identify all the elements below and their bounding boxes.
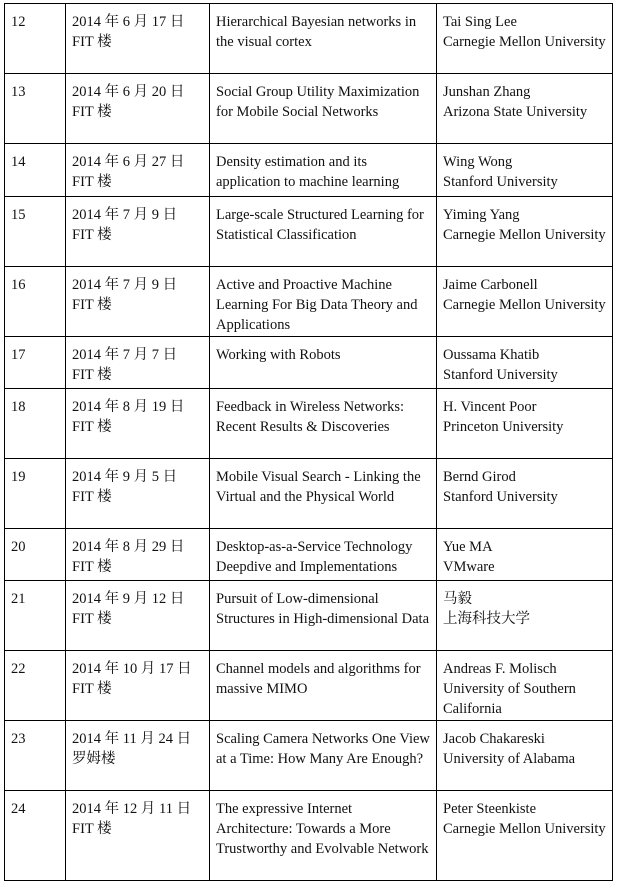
title-cell <box>210 267 437 337</box>
lecture-title: Large-scale Structured Learning for Statistical Classification <box>216 207 424 243</box>
date-venue-cell <box>66 389 210 459</box>
table-row <box>5 4 613 74</box>
table-row <box>5 197 613 267</box>
date-venue-cell <box>66 791 210 881</box>
lecture-table <box>4 3 613 881</box>
speaker-affiliation: Princeton University <box>443 419 564 435</box>
venue-text: FIT 楼 <box>72 174 112 190</box>
speaker-cell <box>437 4 613 74</box>
speaker-affiliation: VMware <box>443 559 495 575</box>
speaker-cell <box>437 581 613 651</box>
row-number-cell <box>5 337 66 389</box>
table-row <box>5 529 613 581</box>
table-row <box>5 267 613 337</box>
speaker-name: Jacob Chakareski <box>443 731 545 747</box>
speaker-name: H. Vincent Poor <box>443 399 537 415</box>
speaker-cell <box>437 651 613 721</box>
lecture-title: Density estimation and its application to machine learning <box>216 154 400 190</box>
row-number-cell <box>5 721 66 791</box>
venue-text: FIT 楼 <box>72 227 112 243</box>
row-number: 17 <box>11 347 26 363</box>
table-row <box>5 144 613 197</box>
row-number-cell <box>5 144 66 197</box>
lecture-title: The expressive Internet Architecture: Towards a More Trustworthy and Evolvable Network <box>216 801 429 857</box>
table-row <box>5 389 613 459</box>
lecture-title: Social Group Utility Maximization for Mobile Social Networks <box>216 84 420 120</box>
speaker-name: Tai Sing Lee <box>443 14 517 30</box>
date-text: 2014 年 10 月 17 日 <box>72 661 192 677</box>
speaker-affiliation: 上海科技大学 <box>443 611 530 627</box>
lecture-title: Hierarchical Bayesian networks in the visual cortex <box>216 14 417 50</box>
venue-text: FIT 楼 <box>72 559 112 575</box>
date-venue-cell <box>66 337 210 389</box>
table-row <box>5 791 613 881</box>
venue-text: FIT 楼 <box>72 611 112 627</box>
speaker-affiliation: Carnegie Mellon University <box>443 34 606 50</box>
venue-text: FIT 楼 <box>72 681 112 697</box>
date-text: 2014 年 11 月 24 日 <box>72 731 192 747</box>
venue-text: FIT 楼 <box>72 104 112 120</box>
row-number: 15 <box>11 207 26 223</box>
speaker-affiliation: Stanford University <box>443 174 558 190</box>
speaker-affiliation: University of Southern California <box>443 681 576 717</box>
title-cell <box>210 337 437 389</box>
date-text: 2014 年 7 月 9 日 <box>72 277 178 293</box>
title-cell <box>210 581 437 651</box>
speaker-name: Jaime Carbonell <box>443 277 538 293</box>
speaker-affiliation: University of Alabama <box>443 751 576 767</box>
lecture-title: Mobile Visual Search - Linking the Virtual and the Physical World <box>216 469 421 505</box>
date-venue-cell <box>66 144 210 197</box>
date-text: 2014 年 6 月 20 日 <box>72 84 185 100</box>
date-text: 2014 年 8 月 29 日 <box>72 539 185 555</box>
speaker-cell <box>437 197 613 267</box>
speaker-name: Andreas F. Molisch <box>443 661 557 677</box>
date-venue-cell <box>66 74 210 144</box>
venue-text: FIT 楼 <box>72 367 112 383</box>
speaker-affiliation: Stanford University <box>443 489 558 505</box>
date-venue-cell <box>66 267 210 337</box>
row-number-cell <box>5 4 66 74</box>
row-number-cell <box>5 267 66 337</box>
speaker-name: Junshan Zhang <box>443 84 531 100</box>
date-text: 2014 年 6 月 17 日 <box>72 14 185 30</box>
row-number-cell <box>5 459 66 529</box>
table-row <box>5 651 613 721</box>
row-number: 24 <box>11 801 26 817</box>
speaker-cell <box>437 267 613 337</box>
lecture-title: Channel models and algorithms for massive MIMO <box>216 661 421 697</box>
row-number-cell <box>5 389 66 459</box>
row-number: 20 <box>11 539 26 555</box>
title-cell <box>210 651 437 721</box>
date-text: 2014 年 9 月 12 日 <box>72 591 185 607</box>
row-number: 12 <box>11 14 26 30</box>
date-text: 2014 年 6 月 27 日 <box>72 154 185 170</box>
lecture-title: Active and Proactive Machine Learning For Big Data Theory and Applications <box>216 277 418 333</box>
title-cell <box>210 4 437 74</box>
speaker-affiliation: Carnegie Mellon University <box>443 821 606 837</box>
venue-text: FIT 楼 <box>72 419 112 435</box>
table-row <box>5 721 613 791</box>
date-venue-cell <box>66 459 210 529</box>
date-venue-cell <box>66 529 210 581</box>
date-text: 2014 年 7 月 9 日 <box>72 207 178 223</box>
row-number-cell <box>5 529 66 581</box>
title-cell <box>210 459 437 529</box>
date-venue-cell <box>66 4 210 74</box>
date-text: 2014 年 8 月 19 日 <box>72 399 185 415</box>
row-number-cell <box>5 651 66 721</box>
table-row <box>5 74 613 144</box>
venue-text: FIT 楼 <box>72 821 112 837</box>
row-number-cell <box>5 197 66 267</box>
title-cell <box>210 721 437 791</box>
row-number-cell <box>5 581 66 651</box>
row-number-cell <box>5 791 66 881</box>
speaker-name: 马毅 <box>443 591 472 607</box>
row-number: 13 <box>11 84 26 100</box>
row-number: 21 <box>11 591 26 607</box>
title-cell <box>210 389 437 459</box>
row-number: 19 <box>11 469 26 485</box>
speaker-name: Peter Steenkiste <box>443 801 537 817</box>
speaker-cell <box>437 791 613 881</box>
speaker-affiliation: Arizona State University <box>443 104 588 120</box>
title-cell <box>210 74 437 144</box>
speaker-cell <box>437 459 613 529</box>
lecture-title: Pursuit of Low-dimensional Structures in High-dimensional Data <box>216 591 430 627</box>
speaker-name: Yiming Yang <box>443 207 520 223</box>
speaker-affiliation: Carnegie Mellon University <box>443 297 606 313</box>
title-cell <box>210 197 437 267</box>
speaker-name: Bernd Girod <box>443 469 516 485</box>
speaker-name: Oussama Khatib <box>443 347 540 363</box>
venue-text: FIT 楼 <box>72 34 112 50</box>
venue-text: FIT 楼 <box>72 297 112 313</box>
row-number-cell <box>5 74 66 144</box>
table-row <box>5 459 613 529</box>
venue-text: FIT 楼 <box>72 489 112 505</box>
speaker-cell <box>437 337 613 389</box>
speaker-affiliation: Stanford University <box>443 367 558 383</box>
venue-text: 罗姆楼 <box>72 751 116 767</box>
lecture-title: Desktop-as-a-Service Technology Deepdive and Implementations <box>216 539 413 575</box>
row-number: 22 <box>11 661 26 677</box>
speaker-name: Yue MA <box>443 539 493 555</box>
date-text: 2014 年 9 月 5 日 <box>72 469 178 485</box>
lecture-title: Feedback in Wireless Networks: Recent Results & Discoveries <box>216 399 405 435</box>
speaker-cell <box>437 74 613 144</box>
row-number: 18 <box>11 399 26 415</box>
speaker-cell <box>437 721 613 791</box>
speaker-cell <box>437 144 613 197</box>
row-number: 23 <box>11 731 26 747</box>
title-cell <box>210 144 437 197</box>
speaker-cell <box>437 389 613 459</box>
title-cell <box>210 529 437 581</box>
lecture-title: Working with Robots <box>216 347 341 363</box>
date-text: 2014 年 12 月 11 日 <box>72 801 192 817</box>
table-row <box>5 581 613 651</box>
speaker-name: Wing Wong <box>443 154 513 170</box>
speaker-cell <box>437 529 613 581</box>
title-cell <box>210 791 437 881</box>
row-number: 16 <box>11 277 26 293</box>
row-number: 14 <box>11 154 26 170</box>
table-row <box>5 337 613 389</box>
speaker-affiliation: Carnegie Mellon University <box>443 227 606 243</box>
date-venue-cell <box>66 197 210 267</box>
lecture-title: Scaling Camera Networks One View at a Time: How Many Are Enough? <box>216 731 430 767</box>
date-text: 2014 年 7 月 7 日 <box>72 347 178 363</box>
lecture-table-body <box>5 4 613 881</box>
date-venue-cell <box>66 581 210 651</box>
date-venue-cell <box>66 651 210 721</box>
date-venue-cell <box>66 721 210 791</box>
